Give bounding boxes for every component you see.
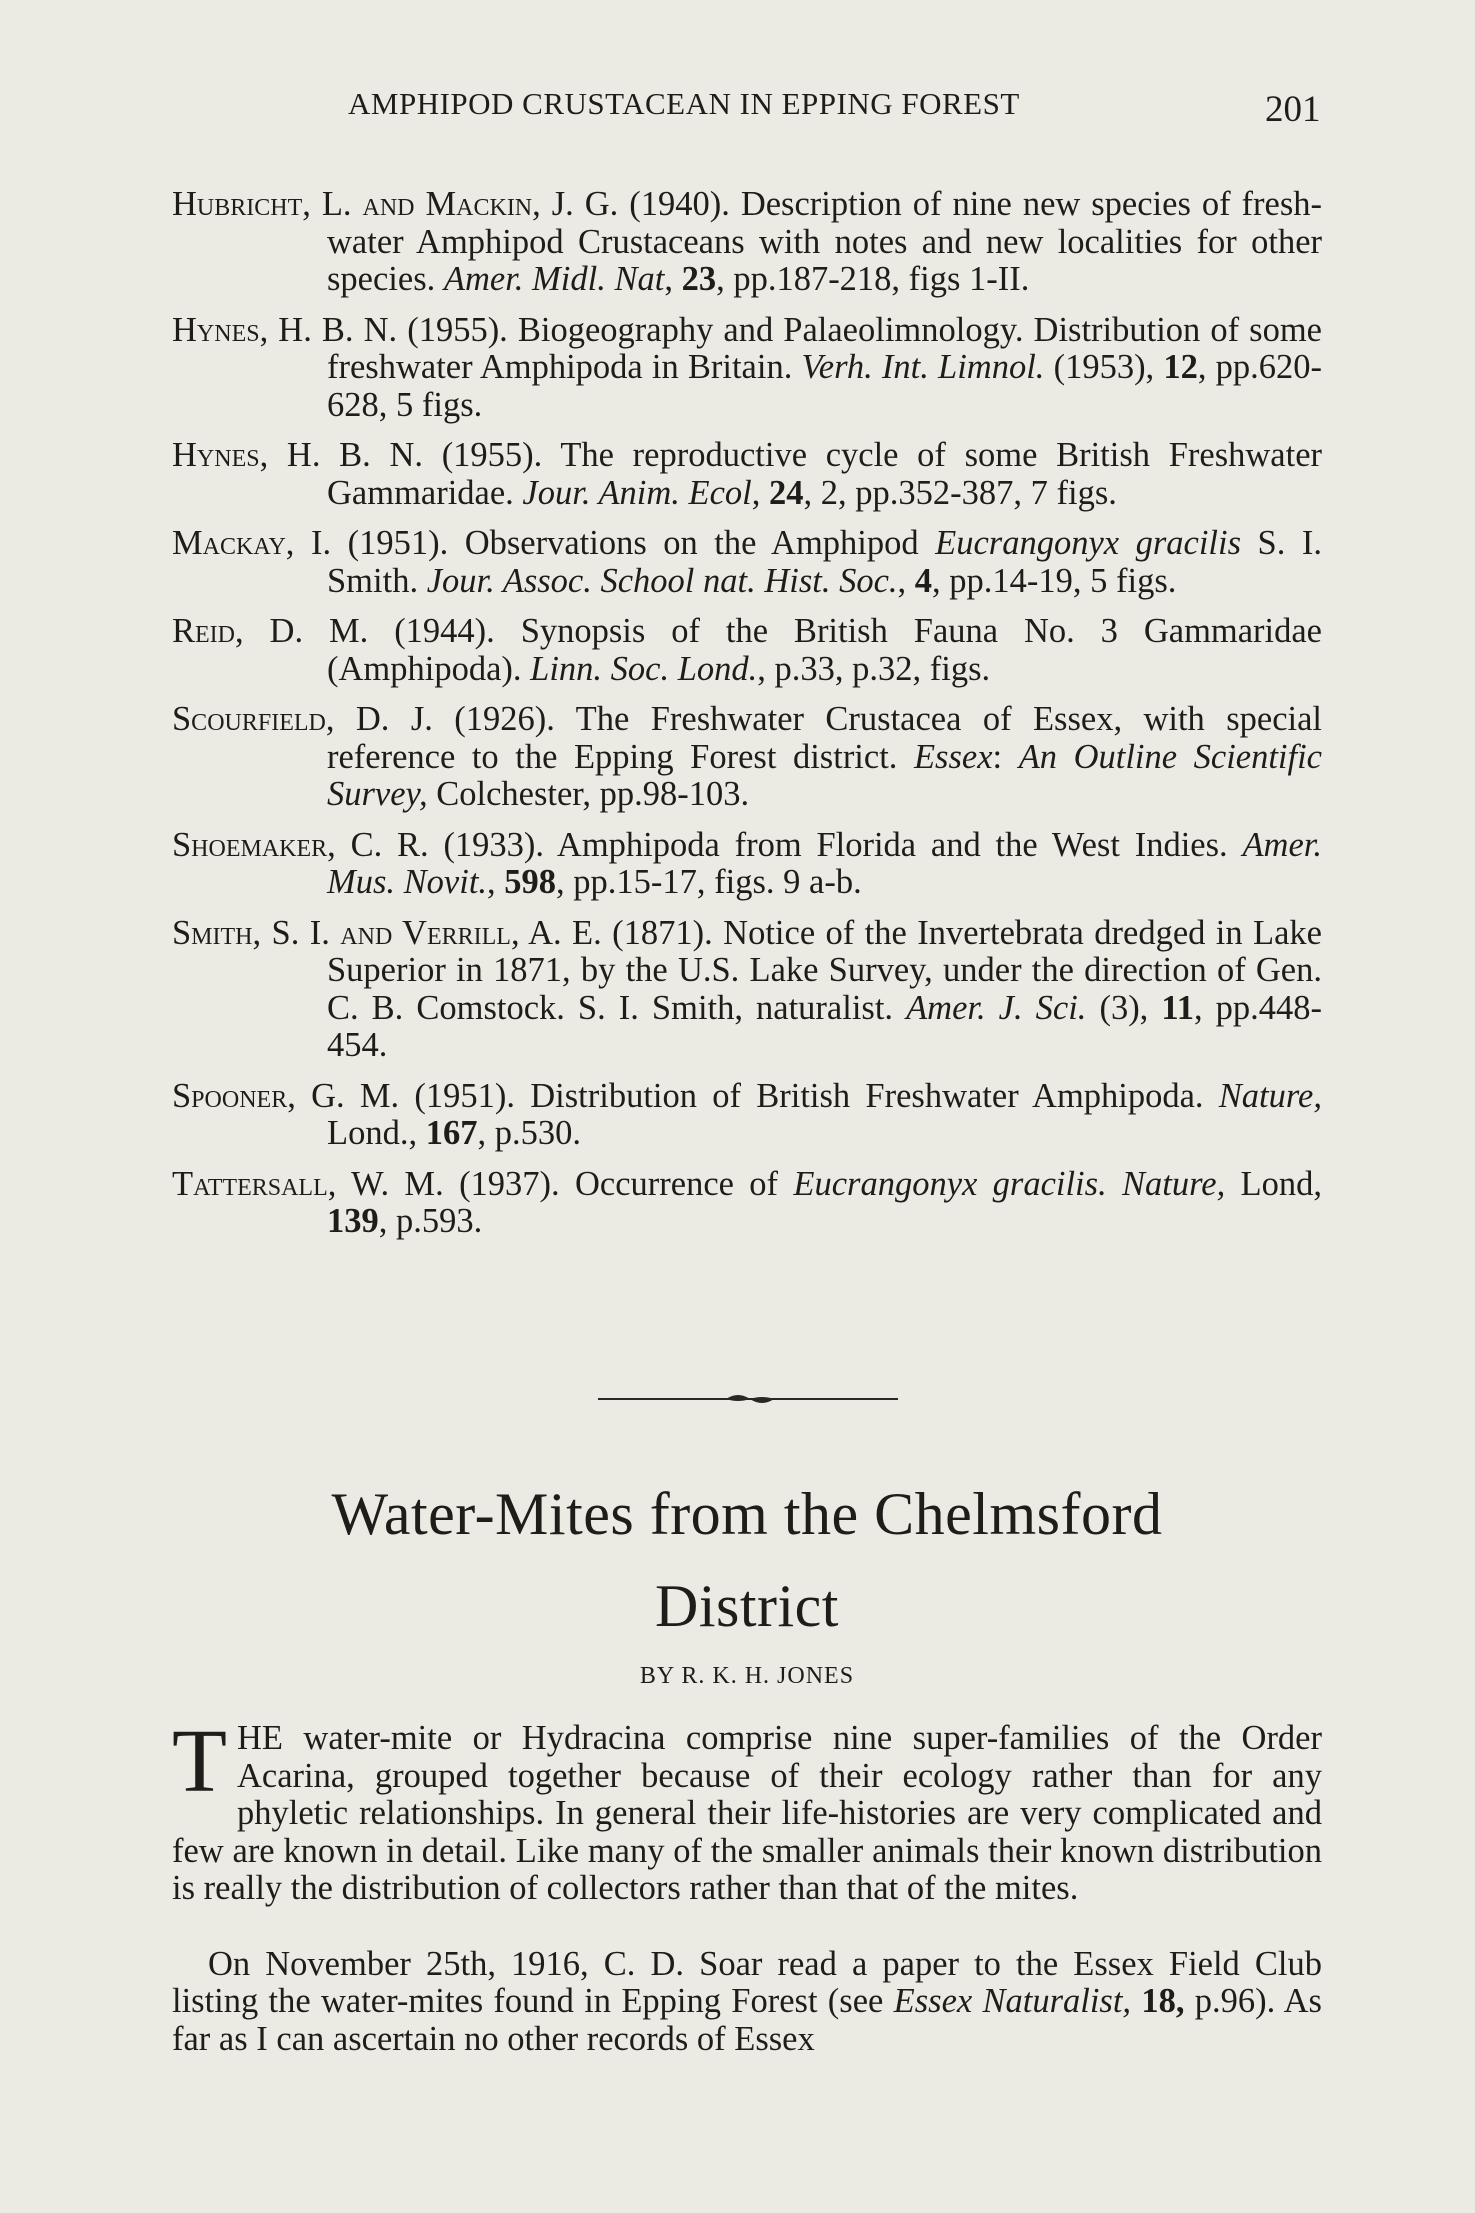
reference-text: (1937). Occurrence of: [443, 1164, 794, 1203]
reference-text: (1871). Notice of the Invertebrata dredged in Lake Superior in 1871, by the U.S. Lake Survey, under the direction of Gen. C. B. Comstock. S. I. Smith, naturalist.: [327, 913, 1322, 1027]
reference-volume: 139: [327, 1202, 379, 1240]
reference-volume: 23: [681, 260, 717, 298]
article-body: [172, 1712, 1322, 2058]
reference-pages: , p.593.: [378, 1202, 483, 1240]
reference-text: (1926). The Freshwater Crustacea of Essex, with special reference to the Epping Forest district.: [327, 700, 1322, 776]
reference-entry: [172, 1166, 1322, 1241]
reference-separator: (1953),: [1044, 348, 1164, 386]
reference-separator: Lond,: [1225, 1164, 1323, 1203]
reference-text: (1955). Biogeography and Palaeolimnology. Distribution of some freshwater Amphipoda in Britain.: [327, 310, 1322, 386]
reference-pages: , p.530.: [477, 1114, 581, 1152]
reference-volume: 12: [1163, 348, 1198, 386]
reference-separator: S. I. Smith.: [327, 524, 1322, 600]
paragraph-2-text-b: p.96). As far as I can ascertain no other records of Essex: [172, 1982, 1322, 2058]
reference-entry: [172, 437, 1322, 512]
reference-journal: Jour. Anim. Ecol: [522, 473, 752, 512]
reference-list: [172, 186, 1322, 1254]
reference-author: Spooner, G. M.: [172, 1076, 400, 1115]
reference-entry: [172, 1078, 1322, 1153]
ornament-divider: [598, 1384, 898, 1414]
reference-author: Tattersall, W. M.: [172, 1164, 444, 1203]
reference-volume: 11: [1161, 988, 1194, 1027]
paragraph-2-volume: 18,: [1141, 1982, 1185, 2020]
paragraph-2-sep: [1131, 1982, 1141, 2020]
reference-pages: , pp.14-19, 5 figs.: [932, 561, 1177, 600]
reference-author: Reid, D. M.: [172, 612, 369, 650]
reference-separator: ,: [664, 260, 682, 298]
reference-journal: Amer. Midl. Nat: [443, 260, 665, 298]
reference-separator-2: Colchester, pp.98-103.: [427, 775, 750, 813]
reference-pages: , pp.187-218, figs 1-II.: [716, 260, 1030, 298]
reference-journal: Verh. Int. Limnol.: [801, 348, 1045, 386]
paragraph-2-text-a: On November 25th, 1916, C. D. Soar read a paper to the Essex Field Club listing the water-mites found in Epping Forest (see: [172, 1944, 1322, 2020]
reference-volume: 24: [769, 473, 804, 512]
reference-separator: ,: [751, 473, 770, 512]
byline: BY R. K. H. JONES: [639, 1663, 855, 1689]
drop-cap: T: [172, 1712, 227, 1811]
reference-author: Scourfield, D. J.: [172, 700, 433, 738]
reference-text: (1955). The reproductive cycle of some British Freshwater Gammaridae.: [327, 436, 1322, 512]
article-title-line1: Water-Mites from the Chelmsford: [331, 1481, 1163, 1547]
reference-journal: Nature,: [1218, 1076, 1322, 1115]
reference-volume: 167: [425, 1114, 478, 1152]
reference-entry: [172, 525, 1322, 600]
reference-journal: Essex: [913, 737, 993, 776]
reference-author: Hubricht, L. and Mackin, J. G.: [172, 185, 619, 223]
reference-author: Hynes, H. B. N.: [172, 436, 423, 474]
paragraph-2: [172, 1946, 1322, 2059]
reference-text: (1944). Synopsis of the British Fauna No. 3 Gammaridae (Amphipoda).: [327, 612, 1322, 688]
reference-pages: , pp.620-628, 5 figs.: [327, 348, 1323, 424]
running-title: AMPHIPOD CRUSTACEAN IN EPPING FOREST: [348, 86, 1020, 121]
reference-entry: [172, 827, 1322, 902]
reference-separator: , p.33, p.32, figs.: [757, 649, 991, 688]
reference-journal: Eucrangonyx gracilis. Nature,: [793, 1164, 1226, 1203]
paragraph-2-journal: Essex Naturalist,: [893, 1982, 1132, 2020]
reference-journal: Amer. J. Sci.: [906, 988, 1087, 1027]
article-title: [172, 1468, 1322, 1652]
reference-journal-2: Jour. Assoc. School nat. Hist. Soc.: [426, 561, 898, 600]
reference-journal: Eucrangonyx gracilis: [935, 524, 1242, 562]
reference-separator-2: ,: [897, 561, 915, 600]
reference-pages: , 2, pp.352-387, 7 figs.: [803, 473, 1117, 512]
reference-author: Mackay, I.: [172, 524, 332, 562]
opening-small-caps: HE: [236, 1719, 283, 1757]
reference-journal: Linn. Soc. Lond.: [530, 649, 758, 688]
reference-author: Shoemaker, C. R.: [172, 825, 429, 864]
reference-separator: :: [992, 737, 1019, 776]
reference-separator: (3),: [1086, 988, 1162, 1027]
reference-entry: [172, 915, 1322, 1065]
reference-entry: [172, 186, 1322, 299]
reference-separator: ,: [487, 863, 505, 901]
article-title-line2: District: [655, 1573, 839, 1639]
reference-volume: 598: [504, 863, 557, 901]
reference-text: (1951). Observations on the Amphipod: [331, 524, 936, 562]
reference-volume: 4: [914, 561, 933, 600]
reference-journal-2: An Outline Scientific Survey,: [327, 737, 1322, 813]
reference-entry: [172, 701, 1322, 814]
reference-separator: Lond.,: [327, 1114, 426, 1152]
reference-entry: [172, 312, 1322, 425]
reference-author: Smith, S. I. and Verrill, A. E.: [172, 913, 602, 952]
paragraph-1-text: water-mite or Hydracina comprise nine super-families of the Order Acarina, grouped together because of their ecology rather than for any phyletic relationships. In general their life-histories are very complicated and few are known in detail. Like many of the smaller animals their known distribution is really the distribution of collectors rather than that of the mites.: [172, 1719, 1322, 1907]
reference-journal: Amer. Mus. Novit.: [327, 825, 1322, 901]
reference-author: Hynes, H. B. N.: [172, 310, 398, 349]
reference-text: (1933). Amphipoda from Florida and the West Indies.: [428, 825, 1243, 864]
reference-text: (1951). Distribution of British Freshwater Amphipoda.: [399, 1076, 1219, 1115]
reference-entry: [172, 613, 1322, 688]
paragraph-1: [172, 1712, 1322, 1908]
reference-text: (1940). Description of nine new species of fresh-water Amphipod Crustaceans with notes and new localities for other species.: [327, 185, 1323, 298]
reference-pages: , pp.448-454.: [327, 988, 1322, 1064]
page-number: 201: [1265, 89, 1321, 130]
reference-pages: , pp.15-17, figs. 9 a-b.: [556, 863, 862, 901]
